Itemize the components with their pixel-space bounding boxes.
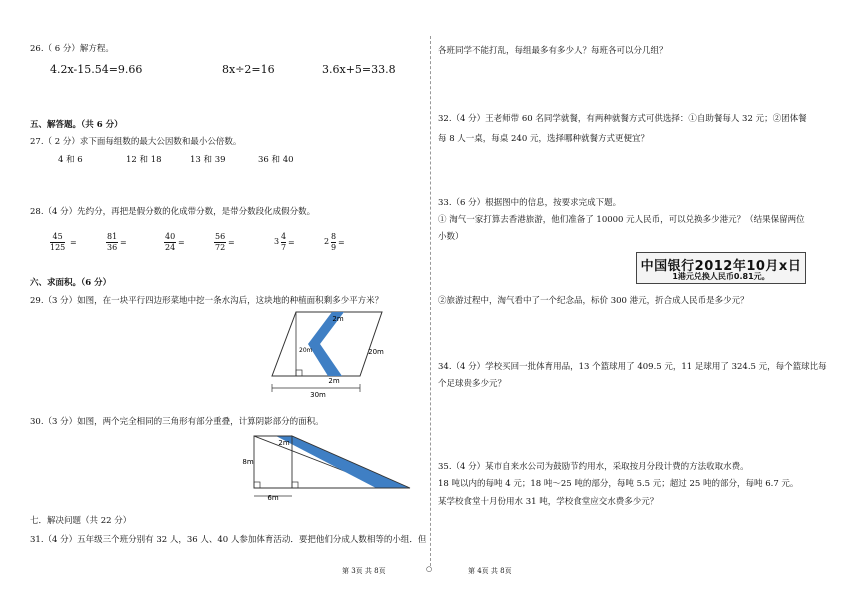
label-side-20m: 20m xyxy=(368,348,384,356)
fraction-numerator: 81 xyxy=(107,232,118,241)
q30-triangles-diagram xyxy=(238,430,418,502)
section-5-title: 五、解答题。（共 6 分） xyxy=(30,120,123,130)
q27-pair-2: 12 和 18 xyxy=(126,155,162,165)
q29-parallelogram-diagram xyxy=(262,308,398,400)
banner-subtitle: 1港元兑换人民币0.81元。 xyxy=(672,272,770,281)
mixed-whole: 3 xyxy=(274,237,280,246)
q28-fraction-4 xyxy=(214,232,226,253)
q27-pair-4: 36 和 40 xyxy=(258,155,294,165)
mixed-fraction xyxy=(331,232,336,253)
equals-sign: = xyxy=(228,238,235,247)
q30-heading: 30.（3 分）如图，两个完全相同的三角形有部分重叠，计算阴影部分的面积。 xyxy=(30,417,324,427)
fraction-numerator: 4 xyxy=(281,232,287,241)
q28-heading: 28.（4 分）先约分，再把是假分数的化成带分数，是带分数段化成假分数。 xyxy=(30,207,316,217)
equals-sign: = xyxy=(120,238,127,247)
page-divider xyxy=(430,36,431,566)
section-7-title: 七．解决问题（共 22 分） xyxy=(30,516,132,526)
equals-sign: = xyxy=(288,238,295,247)
q35-line-1: 35.（4 分）某市自来水公司为鼓励节约用水，采取按月分段计费的方法收取水费。 xyxy=(438,462,749,472)
q33-heading: 33.（6 分）根据图中的信息，按要求完成下题。 xyxy=(438,198,622,208)
q32-line-2: 每 8 人一桌，每桌 240 元，选择哪种就餐方式更便宜？ xyxy=(438,134,649,144)
right-angle-mark-right xyxy=(292,482,298,488)
q35-line-2: 18 吨以内的每吨 4 元；18 吨～25 吨的部分，每吨 5.5 元；超过 25 吨的部分，每吨 6.7 元。 xyxy=(438,479,799,489)
fraction-numerator: 40 xyxy=(165,232,176,241)
q27-pair-3: 13 和 39 xyxy=(190,155,226,165)
label-height-20m: 20m xyxy=(299,347,313,354)
shaded-region xyxy=(276,436,410,488)
right-triangle-outline xyxy=(292,436,410,488)
fraction-denominator: 24 xyxy=(165,243,176,252)
equals-sign: = xyxy=(70,238,77,247)
q28-fraction-1 xyxy=(50,232,65,253)
footer-page-left: 第 3页 共 8页 xyxy=(342,567,386,575)
fraction-numerator: 45 xyxy=(50,232,65,243)
label-bottom-2m: 2m xyxy=(328,377,340,385)
section-6-title: 六、求面积。（6 分） xyxy=(30,278,112,288)
footer-page-right: 第 4页 共 8页 xyxy=(468,567,512,575)
q28-fraction-2 xyxy=(106,232,118,253)
q26-equation-1: 4.2x-15.54=9.66 xyxy=(50,63,143,76)
q34-line-2: 个足球贵多少元？ xyxy=(438,379,507,389)
q35-line-3: 某学校食堂十月份用水 31 吨，学校食堂应交水费多少元？ xyxy=(438,497,659,507)
bank-exchange-rate-banner xyxy=(636,252,806,284)
q32-line-1: 32.（4 分）王老师带 60 名同学就餐，有两种就餐方式可供选择：①自助餐每人 32 元；②团体餐 xyxy=(438,114,807,124)
fraction-numerator: 8 xyxy=(331,232,337,241)
mixed-fraction xyxy=(281,232,286,253)
q27-pair-1: 4 和 6 xyxy=(58,155,83,165)
label-height-8m: 8m xyxy=(242,458,254,466)
fraction-denominator: 9 xyxy=(331,243,337,252)
q28-fraction-3 xyxy=(164,232,176,253)
fraction-denominator: 72 xyxy=(215,243,226,252)
equals-sign: = xyxy=(338,238,345,247)
label-top-2m: 2m xyxy=(278,439,290,447)
q33-part1-line-1: ① 淘气一家打算去香港旅游，他们准备了 10000 元人民币，可以兑换多少港元？（结果保留两位 xyxy=(438,215,805,225)
fraction-denominator: 125 xyxy=(50,243,66,252)
q31-continuation: 各班同学不能打乱，每组最多有多少人？每班各可以分几组？ xyxy=(438,46,668,56)
q26-equation-2: 8x÷2=16 xyxy=(222,63,275,76)
q33-part1-line-2: 小数） xyxy=(438,232,464,242)
right-angle-mark xyxy=(296,370,302,376)
label-base-6m: 6m xyxy=(267,494,279,502)
q34-line-1: 34.（4 分）学校买回一批体育用品，13 个篮球用了 409.5 元，11 足球用了 324.5 元，每个篮球比每 xyxy=(438,362,827,372)
label-base-30m: 30m xyxy=(310,391,326,399)
footer-separator: ○ xyxy=(426,565,433,573)
q26-equation-3: 3.6x+5=33.8 xyxy=(322,63,396,76)
equals-sign: = xyxy=(178,238,185,247)
q33-part2: ②旅游过程中，淘气看中了一个纪念品，标价 300 港元，折合成人民币是多少元？ xyxy=(438,296,749,306)
fraction-denominator: 36 xyxy=(107,243,118,252)
fraction-denominator: 7 xyxy=(281,243,287,252)
q31-heading: 31.（4 分）五年级三个班分别有 32 人，36 人、40 人参加体育活动．要把他们分成人数相等的小组．但 xyxy=(30,535,427,545)
q29-heading: 29.（3 分）如图，在一块平行四边形菜地中挖一条水沟后，这块地的种植面积剩多少平方米？ xyxy=(30,296,384,306)
fraction-numerator: 56 xyxy=(215,232,226,241)
q27-heading: 27.（ 2 分）求下面每组数的最大公因数和最小公倍数。 xyxy=(30,137,242,147)
right-angle-mark-left xyxy=(254,482,260,488)
label-top-2m: 2m xyxy=(332,315,344,323)
banner-title: 中国银行2012年10月x日 xyxy=(640,259,802,274)
q26-heading: 26.（ 6 分）解方程。 xyxy=(30,44,114,54)
mixed-whole: 2 xyxy=(324,237,330,246)
